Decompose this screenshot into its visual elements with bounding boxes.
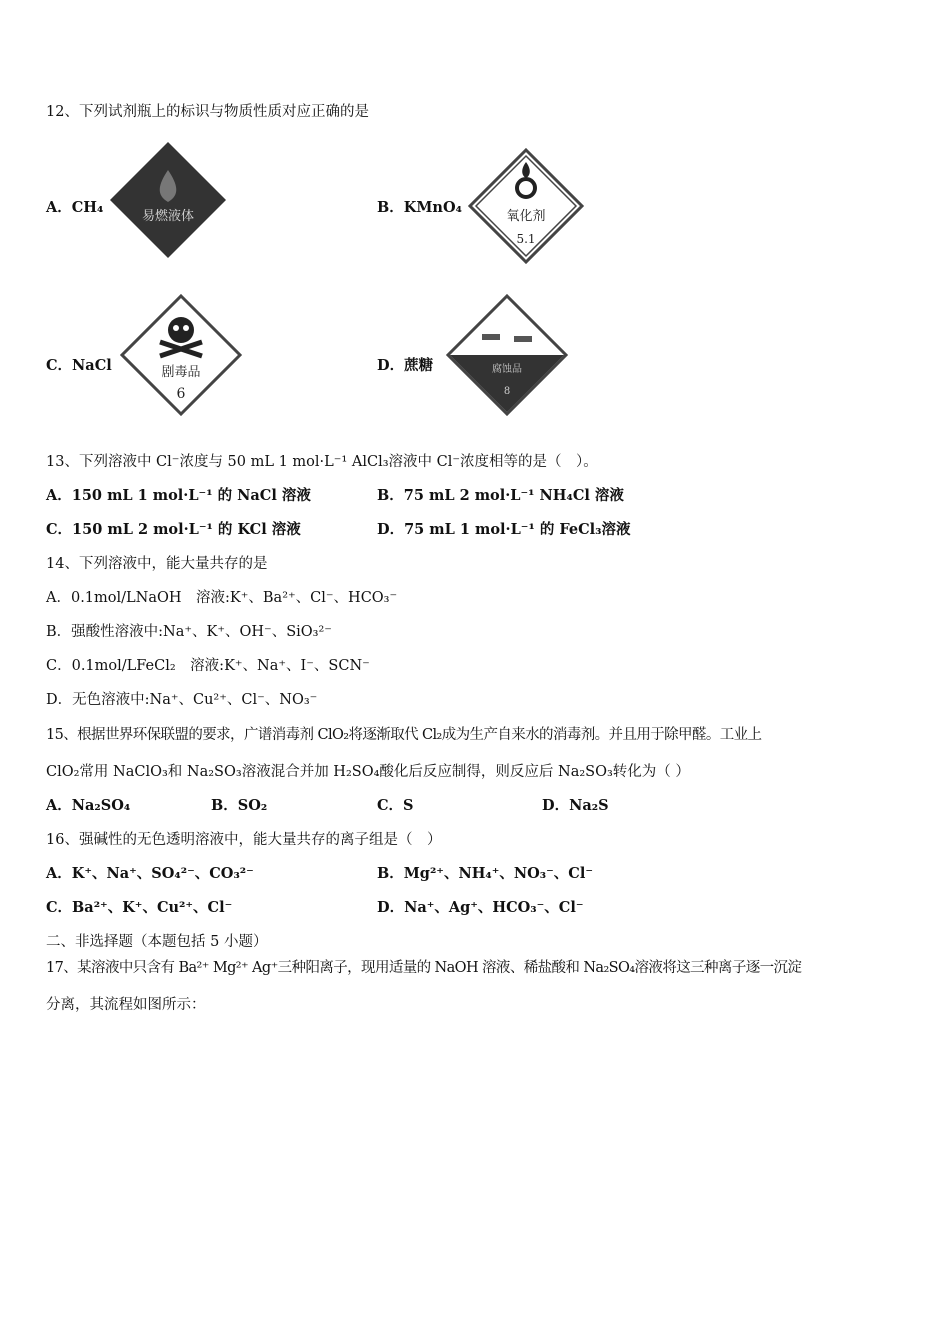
- q13-option-c: C．150 mL 2 mol·L⁻¹ 的 KCl 溶液: [46, 521, 301, 538]
- q16-option-a: A．K⁺、Na⁺、SO₄²⁻、CO₃²⁻: [46, 865, 254, 882]
- q12-option-c: C．NaCl: [46, 357, 112, 374]
- sign-label: 剧毒品: [161, 365, 201, 380]
- q14-option-a: A．0.1mol/LNaOH 溶液:K⁺、Ba²⁺、Cl⁻、HCO₃⁻: [46, 590, 398, 606]
- sign-label: 腐蚀品: [492, 364, 522, 375]
- q13-option-a: A．150 mL 1 mol·L⁻¹ 的 NaCl 溶液: [46, 487, 311, 504]
- sign-label: 易燃液体: [141, 209, 195, 224]
- corrosive-sign: [446, 294, 568, 416]
- q17-stem-line2: 分离，其流程如图所示：: [46, 997, 206, 1013]
- q16-option-d: D．Na⁺、Ag⁺、HCO₃⁻、Cl⁻: [377, 899, 584, 916]
- q13-stem: 13、下列溶液中 Cl⁻浓度与 50 mL 1 mol·L⁻¹ AlCl₃溶液中 Cl⁻浓度相等的是（ ）。: [46, 454, 598, 470]
- q12-stem: 12、下列试剂瓶上的标识与物质性质对应正确的是: [46, 104, 369, 120]
- q14-option-d: D．无色溶液中:Na⁺、Cu²⁺、Cl⁻、NO₃⁻: [46, 692, 318, 708]
- q12-option-b: B．KMnO₄: [377, 199, 462, 216]
- q15-option-b: B．SO₂: [211, 797, 268, 814]
- sign-label: 氧化剂: [506, 209, 546, 224]
- q12-option-a: A．CH₄: [46, 199, 104, 216]
- q15-stem-line1: 15、根据世界环保联盟的要求，广谱消毒剂 ClO₂将逐渐取代 Cl₂成为生产自来水的消毒剂。并且用于除甲醛。工业上: [46, 727, 762, 743]
- flammable-liquid-sign: [108, 140, 228, 260]
- q14-stem: 14、下列溶液中，能大量共存的是: [46, 556, 268, 572]
- q13-option-b: B．75 mL 2 mol·L⁻¹ NH₄Cl 溶液: [377, 487, 624, 504]
- q14-option-c: C．0.1mol/LFeCl₂ 溶液:K⁺、Na⁺、I⁻、SCN⁻: [46, 658, 370, 674]
- oxidizer-sign: [468, 148, 584, 264]
- toxic-sign: [120, 294, 242, 416]
- q16-option-c: C．Ba²⁺、K⁺、Cu²⁺、Cl⁻: [46, 899, 233, 916]
- q14-option-b: B．强酸性溶液中:Na⁺、K⁺、OH⁻、SiO₃²⁻: [46, 624, 332, 640]
- q13-option-d: D．75 mL 1 mol·L⁻¹ 的 FeCl₃溶液: [377, 521, 631, 538]
- sign-number: 8: [503, 386, 511, 397]
- q16-stem: 16、强碱性的无色透明溶液中，能大量共存的离子组是（ ）: [46, 832, 442, 848]
- q15-option-c: C．S: [377, 797, 414, 814]
- section-heading: 二、非选择题（本题包括 5 小题）: [46, 934, 268, 950]
- q12-option-d: D．蔗糖: [377, 357, 434, 374]
- q15-stem-line2: ClO₂常用 NaClO₃和 Na₂SO₃溶液混合并加 H₂SO₄酸化后反应制得，则反应后 Na₂SO₃转化为（ ）: [46, 764, 690, 780]
- sign-number: 5.1: [516, 232, 536, 246]
- sign-number: 6: [176, 386, 186, 402]
- q17-stem-line1: 17、某溶液中只含有 Ba²⁺ Mg²⁺ Ag⁺三种阳离子，现用适量的 NaOH 溶液、稀盐酸和 Na₂SO₄溶液将这三种离子逐一沉淀: [46, 960, 802, 976]
- q16-option-b: B．Mg²⁺、NH₄⁺、NO₃⁻、Cl⁻: [377, 865, 593, 882]
- q15-option-d: D．Na₂S: [542, 797, 609, 814]
- q15-option-a: A．Na₂SO₄: [46, 797, 131, 814]
